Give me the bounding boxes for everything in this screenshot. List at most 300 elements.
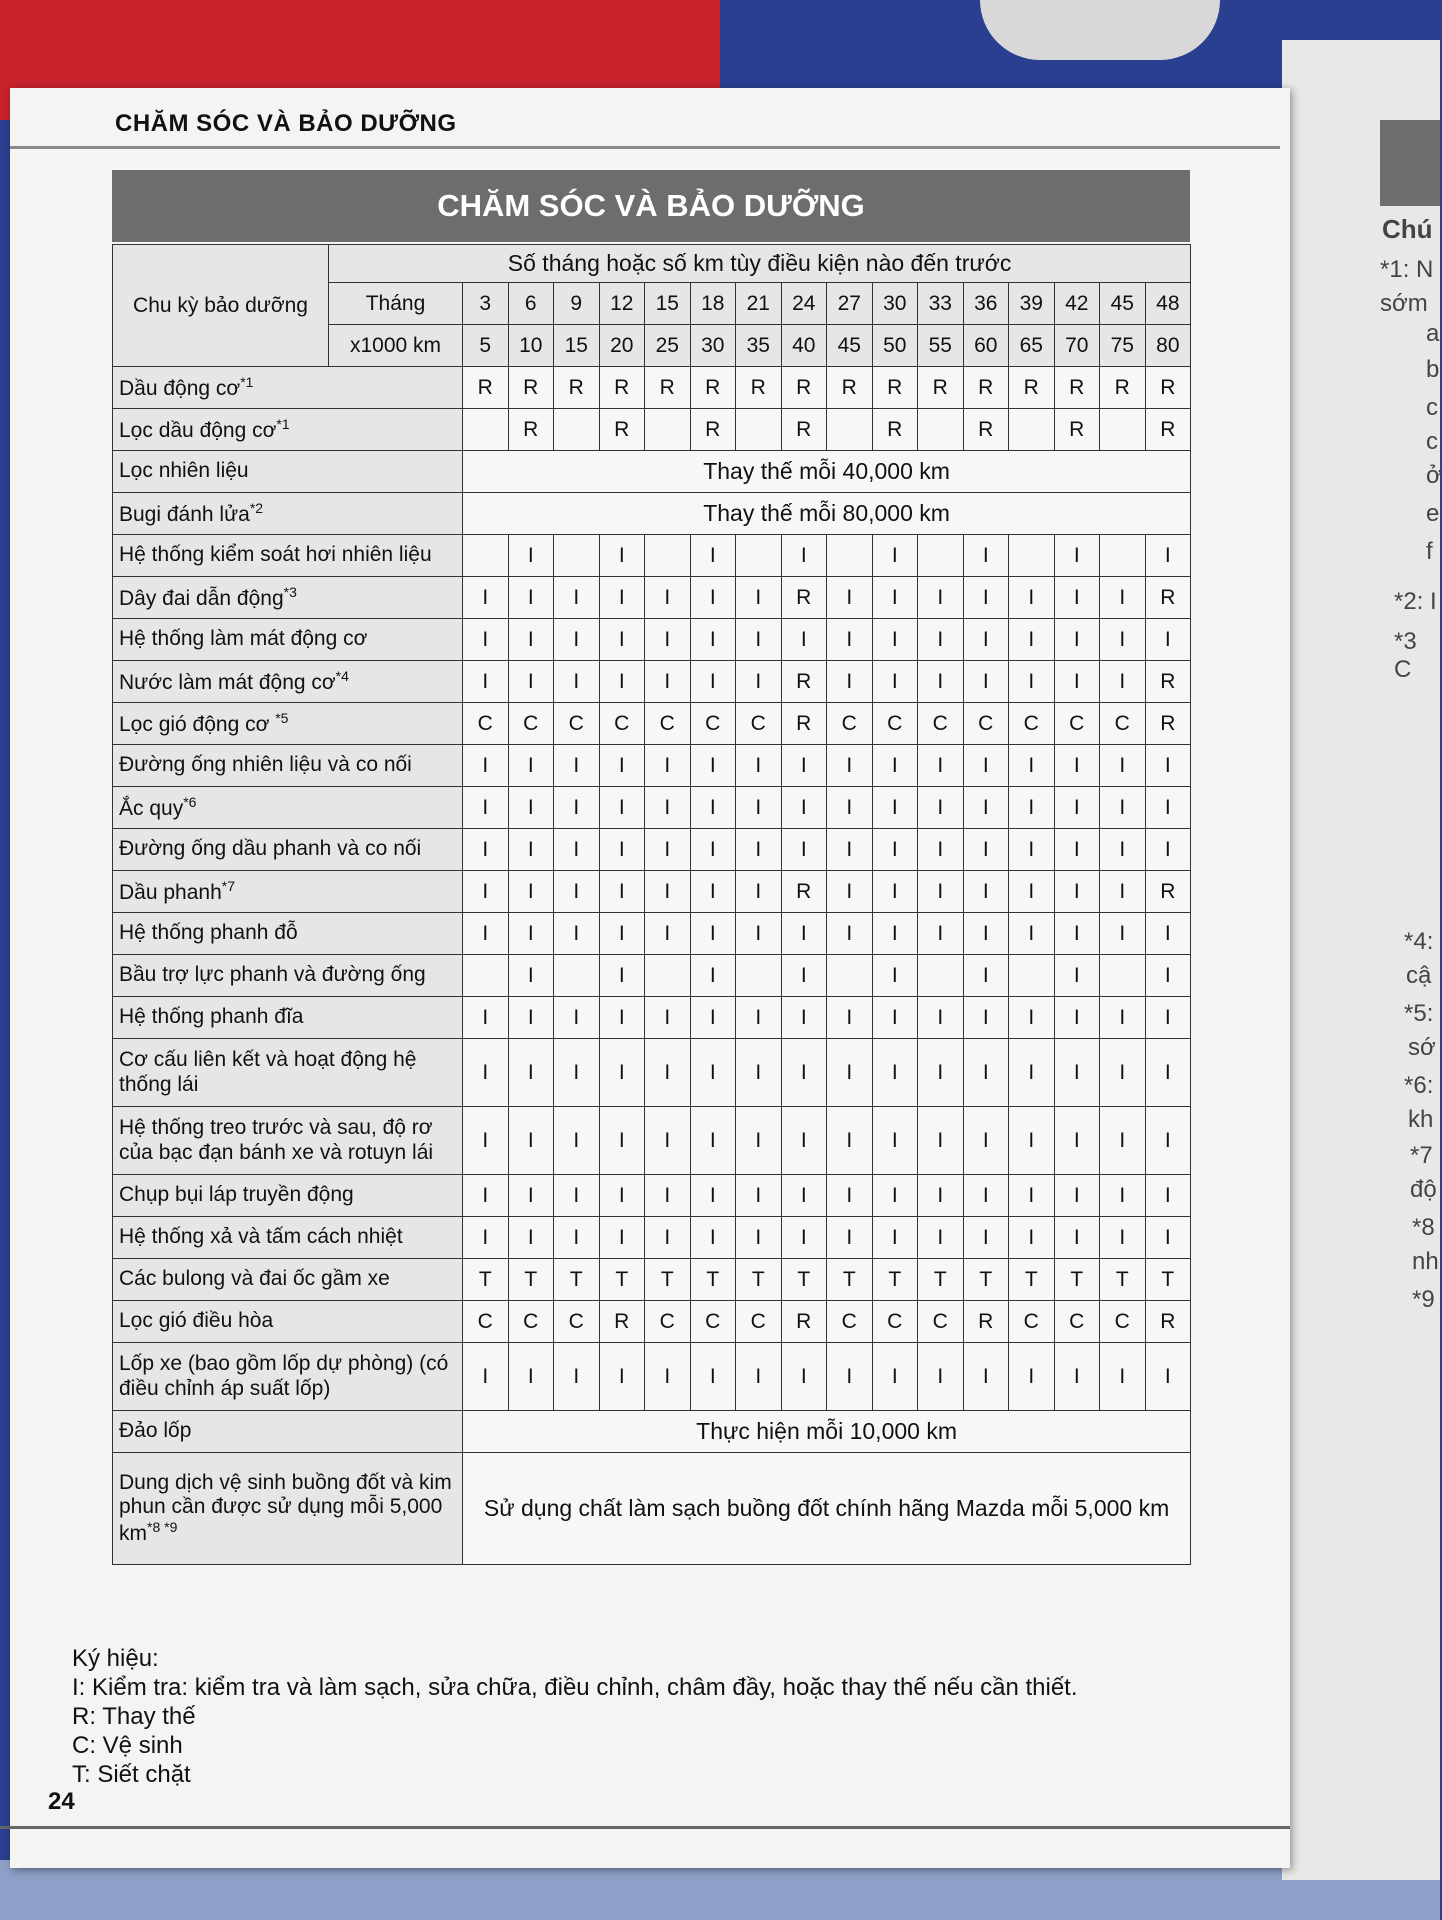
- schedule-cell: I: [1009, 1039, 1055, 1107]
- schedule-cell: I: [1009, 1175, 1055, 1217]
- schedule-cell: I: [1054, 871, 1100, 913]
- schedule-cell: I: [1100, 745, 1146, 787]
- item-name-text: Đường ống nhiên liệu và co nối: [119, 753, 412, 777]
- right-page-line: sớ: [1408, 1034, 1436, 1061]
- item-name: [113, 1175, 463, 1217]
- item-name: [113, 1039, 463, 1107]
- schedule-cell: C: [827, 1301, 873, 1343]
- schedule-cell: [1100, 535, 1146, 577]
- km-cell: 30: [690, 325, 736, 367]
- legend-item-inspect: I: Kiểm tra: kiểm tra và làm sạch, sửa chữa, điều chỉnh, châm đầy, hoặc thay thế nếu cần thiết.: [72, 1674, 1078, 1701]
- schedule-cell: [463, 535, 509, 577]
- schedule-cell: I: [554, 1217, 600, 1259]
- schedule-cell: R: [599, 1301, 645, 1343]
- schedule-cell: I: [1009, 619, 1055, 661]
- schedule-cell: I: [599, 1175, 645, 1217]
- schedule-cell: R: [781, 577, 827, 619]
- schedule-cell: C: [827, 703, 873, 745]
- schedule-cell: I: [872, 1107, 918, 1175]
- schedule-cell: I: [1145, 535, 1191, 577]
- right-page-line: *7: [1410, 1142, 1433, 1169]
- item-name-text: Bầu trợ lực phanh và đường ống: [119, 963, 426, 987]
- right-page-line: *2: I: [1394, 588, 1437, 615]
- right-page-header-bar: [1380, 120, 1440, 206]
- schedule-cell: I: [690, 1039, 736, 1107]
- schedule-cell: I: [918, 871, 964, 913]
- schedule-cell: T: [554, 1259, 600, 1301]
- schedule-cell: I: [690, 745, 736, 787]
- month-cell: 42: [1054, 283, 1100, 325]
- table-row: [113, 661, 1191, 703]
- month-cell: 45: [1100, 283, 1146, 325]
- schedule-cell: I: [736, 619, 782, 661]
- schedule-cell: R: [1145, 661, 1191, 703]
- schedule-cell: I: [554, 787, 600, 829]
- schedule-cell: I: [508, 1107, 554, 1175]
- schedule-cell: I: [1009, 577, 1055, 619]
- schedule-cell: I: [1100, 619, 1146, 661]
- month-cell: 24: [781, 283, 827, 325]
- schedule-cell: I: [872, 1039, 918, 1107]
- item-name-text: Các bulong và đai ốc gầm xe: [119, 1267, 390, 1291]
- schedule-cell: I: [781, 829, 827, 871]
- schedule-cell: I: [508, 1175, 554, 1217]
- schedule-cell: I: [645, 745, 691, 787]
- schedule-cell: R: [918, 367, 964, 409]
- item-name: [113, 409, 463, 451]
- schedule-cell: R: [872, 367, 918, 409]
- schedule-cell: I: [1100, 1217, 1146, 1259]
- schedule-cell: I: [599, 745, 645, 787]
- months-label: Tháng: [329, 283, 463, 325]
- schedule-cell: I: [736, 745, 782, 787]
- schedule-cell: [1100, 955, 1146, 997]
- item-name: [113, 577, 463, 619]
- month-cell: 18: [690, 283, 736, 325]
- item-name: [113, 535, 463, 577]
- item-name: [113, 871, 463, 913]
- schedule-cell: R: [1054, 367, 1100, 409]
- item-name-text: Dầu phanh: [119, 880, 222, 904]
- schedule-cell: I: [599, 577, 645, 619]
- item-name-text: Lốp xe (bao gồm lốp dự phòng) (có điều chỉnh áp suất lốp): [119, 1352, 449, 1400]
- table-row: [113, 577, 1191, 619]
- schedule-cell: I: [1009, 829, 1055, 871]
- schedule-cell: I: [827, 1107, 873, 1175]
- schedule-cell: [1009, 535, 1055, 577]
- schedule-cell: R: [1145, 703, 1191, 745]
- schedule-cell: I: [1100, 1175, 1146, 1217]
- schedule-cell: I: [690, 913, 736, 955]
- schedule-cell: I: [1100, 577, 1146, 619]
- schedule-cell: I: [599, 1217, 645, 1259]
- schedule-cell: I: [1145, 787, 1191, 829]
- schedule-cell: I: [736, 787, 782, 829]
- schedule-cell: [1009, 409, 1055, 451]
- schedule-cell: T: [736, 1259, 782, 1301]
- item-name-text: Dung dịch vệ sinh buồng đốt và kim phun cần được sử dụng mỗi 5,000 km: [119, 1470, 452, 1546]
- schedule-cell: T: [918, 1259, 964, 1301]
- schedule-cell: I: [508, 829, 554, 871]
- item-name: [113, 493, 463, 535]
- schedule-cell: I: [599, 787, 645, 829]
- schedule-cell: I: [827, 829, 873, 871]
- schedule-cell: I: [508, 1343, 554, 1411]
- schedule-cell: C: [554, 1301, 600, 1343]
- item-name: [113, 913, 463, 955]
- right-page-line: kh: [1408, 1106, 1434, 1133]
- schedule-cell: I: [1054, 913, 1100, 955]
- schedule-cell: I: [1100, 997, 1146, 1039]
- month-cell: 9: [554, 283, 600, 325]
- schedule-cell: I: [1100, 661, 1146, 703]
- schedule-cell: I: [599, 955, 645, 997]
- schedule-cell: C: [508, 703, 554, 745]
- item-name: [113, 1453, 463, 1565]
- table-row: [113, 619, 1191, 661]
- schedule-cell: C: [736, 1301, 782, 1343]
- schedule-cell: I: [918, 745, 964, 787]
- schedule-cell: I: [872, 1175, 918, 1217]
- condition-label: Số tháng hoặc số km tùy điều kiện nào đến trước: [329, 245, 1191, 283]
- background-white-fabric: [980, 0, 1220, 60]
- schedule-cell: I: [1145, 1343, 1191, 1411]
- schedule-cell: I: [736, 1107, 782, 1175]
- schedule-cell: T: [1145, 1259, 1191, 1301]
- schedule-cell: I: [645, 1343, 691, 1411]
- schedule-cell: I: [963, 829, 1009, 871]
- schedule-cell: I: [781, 1343, 827, 1411]
- schedule-cell: I: [645, 787, 691, 829]
- table-row: [113, 913, 1191, 955]
- schedule-cell: [827, 955, 873, 997]
- km-cell: 35: [736, 325, 782, 367]
- schedule-cell: I: [736, 913, 782, 955]
- schedule-cell: I: [645, 829, 691, 871]
- km-cell: 70: [1054, 325, 1100, 367]
- schedule-cell: I: [872, 997, 918, 1039]
- table-row: [113, 997, 1191, 1039]
- schedule-cell: C: [554, 703, 600, 745]
- schedule-cell: C: [918, 703, 964, 745]
- schedule-cell: I: [508, 661, 554, 703]
- schedule-cell: C: [645, 1301, 691, 1343]
- schedule-cell: I: [963, 619, 1009, 661]
- schedule-cell: I: [690, 1175, 736, 1217]
- km-label: x1000 km: [329, 325, 463, 367]
- schedule-cell: I: [690, 787, 736, 829]
- schedule-cell: I: [463, 1217, 509, 1259]
- schedule-cell: I: [1054, 1217, 1100, 1259]
- schedule-cell: I: [963, 1343, 1009, 1411]
- schedule-cell: T: [827, 1259, 873, 1301]
- schedule-cell: I: [508, 787, 554, 829]
- schedule-cell: I: [827, 787, 873, 829]
- schedule-cell: [736, 409, 782, 451]
- table-row: [113, 1259, 1191, 1301]
- item-name-text: Hệ thống treo trước và sau, độ rơ của bạc đạn bánh xe và rotuyn lái: [119, 1116, 434, 1164]
- schedule-cell: I: [1009, 745, 1055, 787]
- schedule-cell: C: [1054, 1301, 1100, 1343]
- item-footnote: *8 *9: [147, 1519, 178, 1536]
- schedule-cell: I: [963, 913, 1009, 955]
- schedule-cell: I: [645, 871, 691, 913]
- schedule-cell: [645, 535, 691, 577]
- schedule-cell: C: [645, 703, 691, 745]
- schedule-cell: I: [1054, 1107, 1100, 1175]
- legend: [72, 1644, 1078, 1789]
- item-name: [113, 1301, 463, 1343]
- km-cell: 40: [781, 325, 827, 367]
- schedule-cell: R: [1145, 577, 1191, 619]
- schedule-cell: I: [463, 1107, 509, 1175]
- schedule-cell: I: [690, 955, 736, 997]
- item-footnote: *1: [240, 373, 254, 390]
- right-page-line: c: [1426, 394, 1438, 421]
- schedule-cell: I: [781, 787, 827, 829]
- item-name-text: Hệ thống kiểm soát hơi nhiên liệu: [119, 543, 432, 567]
- schedule-cell: I: [554, 1039, 600, 1107]
- schedule-cell: I: [1054, 1175, 1100, 1217]
- item-name-text: Đảo lốp: [119, 1419, 192, 1443]
- schedule-cell: [554, 955, 600, 997]
- schedule-cell: I: [508, 1039, 554, 1107]
- item-name-text: Lọc nhiên liệu: [119, 459, 249, 483]
- schedule-cell: R: [508, 409, 554, 451]
- schedule-cell: I: [463, 913, 509, 955]
- schedule-cell: I: [1145, 1107, 1191, 1175]
- legend-item-replace: R: Thay thế: [72, 1703, 196, 1730]
- schedule-cell: I: [1054, 1343, 1100, 1411]
- item-name-text: Hệ thống xả và tấm cách nhiệt: [119, 1225, 403, 1249]
- table-row: [113, 1453, 1191, 1565]
- schedule-cell: I: [963, 871, 1009, 913]
- table-row: [113, 1039, 1191, 1107]
- schedule-cell: I: [827, 745, 873, 787]
- schedule-cell: I: [690, 997, 736, 1039]
- schedule-cell: I: [781, 997, 827, 1039]
- schedule-cell: I: [963, 577, 1009, 619]
- schedule-cell: T: [690, 1259, 736, 1301]
- schedule-cell: I: [645, 661, 691, 703]
- schedule-cell: R: [781, 1301, 827, 1343]
- footer-rule: [0, 1826, 1290, 1829]
- schedule-cell: I: [1054, 1039, 1100, 1107]
- month-cell: 21: [736, 283, 782, 325]
- item-name-text: Dây đai dẫn động: [119, 586, 284, 610]
- schedule-cell: I: [508, 997, 554, 1039]
- schedule-cell: C: [1009, 1301, 1055, 1343]
- schedule-cell: I: [554, 1175, 600, 1217]
- schedule-cell: T: [645, 1259, 691, 1301]
- schedule-cell: I: [1054, 997, 1100, 1039]
- schedule-cell: I: [918, 619, 964, 661]
- schedule-cell: I: [827, 913, 873, 955]
- schedule-cell: I: [872, 871, 918, 913]
- table-row: [113, 871, 1191, 913]
- schedule-cell: I: [1009, 1343, 1055, 1411]
- schedule-cell: I: [736, 1217, 782, 1259]
- schedule-cell: I: [463, 829, 509, 871]
- schedule-cell: I: [918, 1107, 964, 1175]
- schedule-cell: I: [463, 661, 509, 703]
- schedule-cell: R: [599, 367, 645, 409]
- item-name-text: Lọc gió điều hòa: [119, 1309, 274, 1333]
- month-cell: 27: [827, 283, 873, 325]
- right-page-line: ở: [1426, 462, 1442, 489]
- schedule-cell: I: [918, 1175, 964, 1217]
- schedule-cell: [736, 535, 782, 577]
- schedule-cell: R: [1145, 1301, 1191, 1343]
- schedule-cell: I: [963, 1039, 1009, 1107]
- schedule-cell: I: [554, 577, 600, 619]
- schedule-cell: R: [690, 409, 736, 451]
- schedule-cell: I: [827, 1039, 873, 1107]
- schedule-cell: [645, 409, 691, 451]
- schedule-cell: I: [872, 955, 918, 997]
- header-row-condition: [113, 245, 1191, 283]
- item-name: [113, 829, 463, 871]
- schedule-cell: R: [463, 367, 509, 409]
- schedule-cell: I: [554, 913, 600, 955]
- schedule-cell: I: [1100, 829, 1146, 871]
- km-cell: 65: [1009, 325, 1055, 367]
- km-cell: 75: [1100, 325, 1146, 367]
- schedule-cell: I: [599, 619, 645, 661]
- schedule-cell: I: [736, 1175, 782, 1217]
- right-page-line: sớm: [1380, 290, 1428, 317]
- schedule-cell: R: [736, 367, 782, 409]
- schedule-cell: C: [463, 1301, 509, 1343]
- schedule-cell: I: [645, 619, 691, 661]
- schedule-cell: I: [963, 787, 1009, 829]
- km-cell: 15: [554, 325, 600, 367]
- background-bottom: [0, 1860, 1440, 1920]
- right-page-line: f: [1426, 538, 1433, 565]
- schedule-cell: I: [690, 871, 736, 913]
- item-footnote: *1: [276, 415, 290, 432]
- schedule-cell: I: [508, 619, 554, 661]
- schedule-cell: I: [1145, 745, 1191, 787]
- schedule-cell: [918, 409, 964, 451]
- schedule-cell: T: [781, 1259, 827, 1301]
- schedule-cell: I: [872, 745, 918, 787]
- schedule-cell: I: [690, 535, 736, 577]
- schedule-cell: [463, 955, 509, 997]
- schedule-cell: I: [645, 913, 691, 955]
- schedule-cell: I: [918, 997, 964, 1039]
- period-label: Chu kỳ bảo dưỡng: [113, 245, 329, 367]
- schedule-cell: [827, 535, 873, 577]
- schedule-cell: R: [554, 367, 600, 409]
- schedule-cell: [645, 955, 691, 997]
- item-name: [113, 1259, 463, 1301]
- item-name-text: Chụp bụi láp truyền động: [119, 1183, 354, 1207]
- item-name-text: Hệ thống phanh đỗ: [119, 921, 298, 945]
- schedule-cell: T: [1100, 1259, 1146, 1301]
- schedule-cell: T: [508, 1259, 554, 1301]
- item-name: [113, 1411, 463, 1453]
- schedule-cell: I: [1009, 1217, 1055, 1259]
- schedule-cell: I: [463, 787, 509, 829]
- table-row: [113, 367, 1191, 409]
- schedule-cell: I: [736, 1039, 782, 1107]
- item-name: [113, 1107, 463, 1175]
- item-name-text: Bugi đánh lửa: [119, 502, 250, 526]
- table-row: [113, 1301, 1191, 1343]
- schedule-cell: I: [1145, 955, 1191, 997]
- item-name: [113, 619, 463, 661]
- right-page-line: *3 C: [1394, 628, 1417, 683]
- schedule-cell: I: [554, 1343, 600, 1411]
- schedule-cell: I: [1145, 913, 1191, 955]
- schedule-cell: I: [963, 535, 1009, 577]
- schedule-cell: I: [690, 1343, 736, 1411]
- schedule-cell: I: [963, 997, 1009, 1039]
- schedule-cell: I: [827, 1175, 873, 1217]
- month-cell: 36: [963, 283, 1009, 325]
- schedule-cell: I: [872, 577, 918, 619]
- item-name: [113, 367, 463, 409]
- schedule-cell: I: [827, 997, 873, 1039]
- schedule-cell: I: [1009, 997, 1055, 1039]
- schedule-cell: I: [827, 1343, 873, 1411]
- schedule-cell: R: [508, 367, 554, 409]
- schedule-cell: I: [599, 997, 645, 1039]
- schedule-cell: I: [1054, 577, 1100, 619]
- schedule-cell: I: [508, 955, 554, 997]
- schedule-cell: I: [872, 913, 918, 955]
- schedule-cell: T: [1054, 1259, 1100, 1301]
- item-footnote: *3: [283, 583, 297, 600]
- schedule-cell: I: [645, 1107, 691, 1175]
- schedule-cell: I: [554, 619, 600, 661]
- item-name-text: Lọc dầu động cơ: [119, 418, 277, 442]
- schedule-cell: C: [1100, 1301, 1146, 1343]
- schedule-cell: I: [463, 745, 509, 787]
- schedule-cell: C: [918, 1301, 964, 1343]
- schedule-cell: I: [1054, 661, 1100, 703]
- schedule-cell: R: [1100, 367, 1146, 409]
- schedule-cell: I: [827, 661, 873, 703]
- item-name-text: Đường ống dầu phanh và co nối: [119, 837, 422, 861]
- schedule-cell: I: [827, 577, 873, 619]
- schedule-cell: R: [1054, 409, 1100, 451]
- km-cell: 45: [827, 325, 873, 367]
- km-cell: 50: [872, 325, 918, 367]
- schedule-cell: I: [599, 535, 645, 577]
- schedule-cell: C: [463, 703, 509, 745]
- schedule-cell: I: [918, 1039, 964, 1107]
- item-name: [113, 955, 463, 997]
- page-number: 24: [48, 1788, 75, 1815]
- schedule-cell: I: [508, 1217, 554, 1259]
- schedule-cell: R: [1145, 367, 1191, 409]
- schedule-cell: I: [1009, 661, 1055, 703]
- schedule-cell: R: [781, 409, 827, 451]
- item-name: [113, 1217, 463, 1259]
- schedule-cell: R: [827, 367, 873, 409]
- schedule-cell: I: [1054, 619, 1100, 661]
- running-head: CHĂM SÓC VÀ BẢO DƯỠNG: [115, 110, 457, 137]
- right-page-line: *9: [1412, 1286, 1435, 1313]
- schedule-cell: I: [781, 1175, 827, 1217]
- schedule-cell: I: [645, 577, 691, 619]
- schedule-cell: I: [872, 1343, 918, 1411]
- schedule-cell: I: [781, 913, 827, 955]
- month-cell: 12: [599, 283, 645, 325]
- schedule-cell: R: [781, 367, 827, 409]
